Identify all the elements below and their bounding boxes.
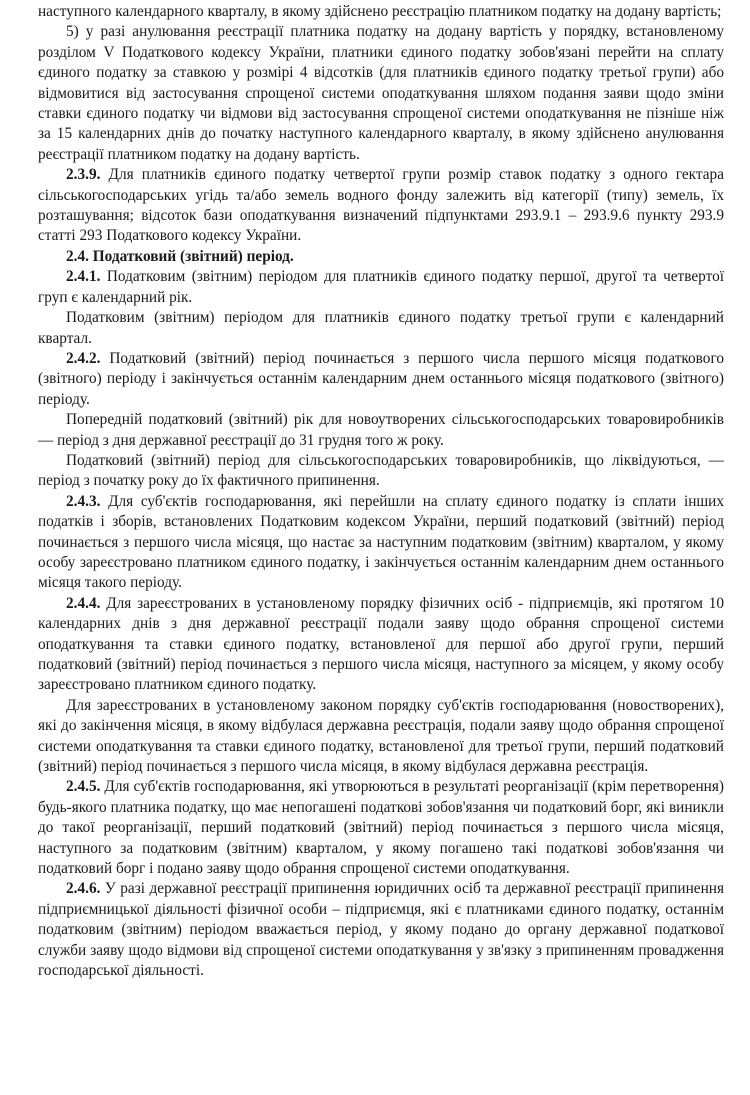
paragraph-continuation: наступного календарного кварталу, в якому здійснено реєстрацію платником податку на додану вартість; (38, 3, 722, 20)
paragraph-liquidation-period: Податковий (звітний) період для сільськогосподарських товаровиробників, що ліквідуються, — період з початку року до їх фактичного припинення. (38, 451, 724, 490)
section-heading-2-4: 2.4. Податковий (звітний) період. (66, 247, 294, 265)
paragraph-item-5: 5) у разі анулювання реєстрації платника податку на додану вартість у порядку, встановленому розділом V Податкового кодексу України, платники єдиного податку зобов'язані перейти на сплату єдиного податку за ставкою у розмірі 4 відсотків (для платників єдиного податку третьої групи) або відмовитися від застосування спрощеної системи оподаткування шляхом подання заяви щодо зміни ставки єдиного податку чи відмови від застосування спрощеної системи оподаткування не пізніше ніж за 15 календарних днів до початку наступного календарного кварталу, в якому здійснено анулювання реєстрації платником податку на додану вартість. (38, 23, 724, 163)
clause-text: Податковий (звітний) період починається з першого числа першого місяця податкового (звітного) періоду і закінчується останнім календарним днем останнього місяця податкового (звітного) періоду. (38, 349, 724, 408)
paragraph-2-4-3 (38, 492, 724, 594)
clause-text: У разі державної реєстрації припинення юридичних осіб та державної реєстрації припинення підприємницької діяльності фізичної особи – підприємця, які є платниками єдиного податку, останнім податковим (звітним) періодом вважається період, у якому подано до органу державної податкової служби заяву щодо відмови від спрощеної системи оподаткування у зв'язку з припиненням провадження господарської діяльності. (38, 880, 724, 980)
paragraph-2-4-1 (38, 267, 724, 308)
paragraph-2-4-5 (38, 777, 724, 879)
clause-text: Для суб'єктів господарювання, які утворюються в результаті реорганізації (крім перетворення) будь-якого платника податку, що має непогашені податкові зобов'язання чи податковий борг, які виникли до такої реорганізації, перший податковий (звітний) період починається з першого числа місяця, наступного за податковим (звітним) кварталом, у якому погашено такі податкові зобов'язання чи податковий борг і подано заяву щодо обрання спрощеної системи оподаткування. (38, 778, 724, 878)
paragraph-2-4-4 (38, 594, 724, 696)
clause-number: 2.4.4. (66, 594, 101, 612)
clause-number: 2.4.3. (66, 492, 101, 510)
clause-text: Для зареєстрованих в установленому порядку фізичних осіб - підприємців, які протягом 10 календарних днів з дня державної реєстрації подали заяву щодо обрання спрощеної системи оподаткування та ставки єдиного податку, встановленої для першої або другої групи, перший податковий (звітний) період починається з першого числа місяця, наступного за місяцем, у якому особу зареєстровано платником єдиного податку. (38, 594, 724, 694)
paragraph-2-3-9 (38, 165, 724, 247)
clause-number: 2.4.5. (66, 778, 101, 796)
paragraph-2-4-6 (38, 879, 724, 981)
clause-number: 2.3.9. (66, 166, 101, 184)
clause-number: 2.4.6. (66, 880, 101, 898)
clause-text: Для платників єдиного податку четвертої групи розмір ставок податку з одного гектара сільськогосподарських угідь та/або земель водного фонду залежить від категорії (типу) земель, їх розташування; відсоток бази оподаткування визначений підпунктами 293.9.1 – 293.9.6 пункту 293.9 статті 293 Податкового кодексу України. (38, 166, 724, 245)
paragraph-third-group-period: Податковим (звітним) періодом для платників єдиного податку третьої групи є календарний квартал. (38, 309, 724, 347)
clause-text: Для суб'єктів господарювання, які перейшли на сплату єдиного податку із сплати інших податків і зборів, встановлених Податковим кодексом України, перший податковий (звітний) період починається з першого числа місяця, що настає за наступним податковим (звітним) кварталом, у якому особу зареєстровано платником єдиного податку, і закінчується останнім календарним днем останнього місяця такого періоду. (38, 492, 724, 592)
clause-number: 2.4.2. (66, 349, 101, 367)
paragraph-previous-year: Попередній податковий (звітний) рік для новоутворених сільськогосподарських товаровиробників — період з дня державної реєстрації до 31 грудня того ж року. (38, 411, 724, 449)
document-page (38, 2, 724, 982)
clause-number: 2.4.1. (66, 268, 101, 286)
clause-text: Податковим (звітним) періодом для платників єдиного податку першої, другої та четвертої груп є календарний рік. (38, 268, 724, 306)
paragraph-2-4-2 (38, 349, 724, 410)
paragraph-new-entities: Для зареєстрованих в установленому законом порядку суб'єктів господарювання (новостворених), які до закінчення місяця, в якому відбулася державна реєстрація, подали заяву щодо обрання спрощеної системи оподаткування та ставки єдиного податку, встановленої для третьої групи, перший податковий (звітний) період починається з першого числа місяця, в якому відбулася державна реєстрація. (38, 696, 724, 776)
